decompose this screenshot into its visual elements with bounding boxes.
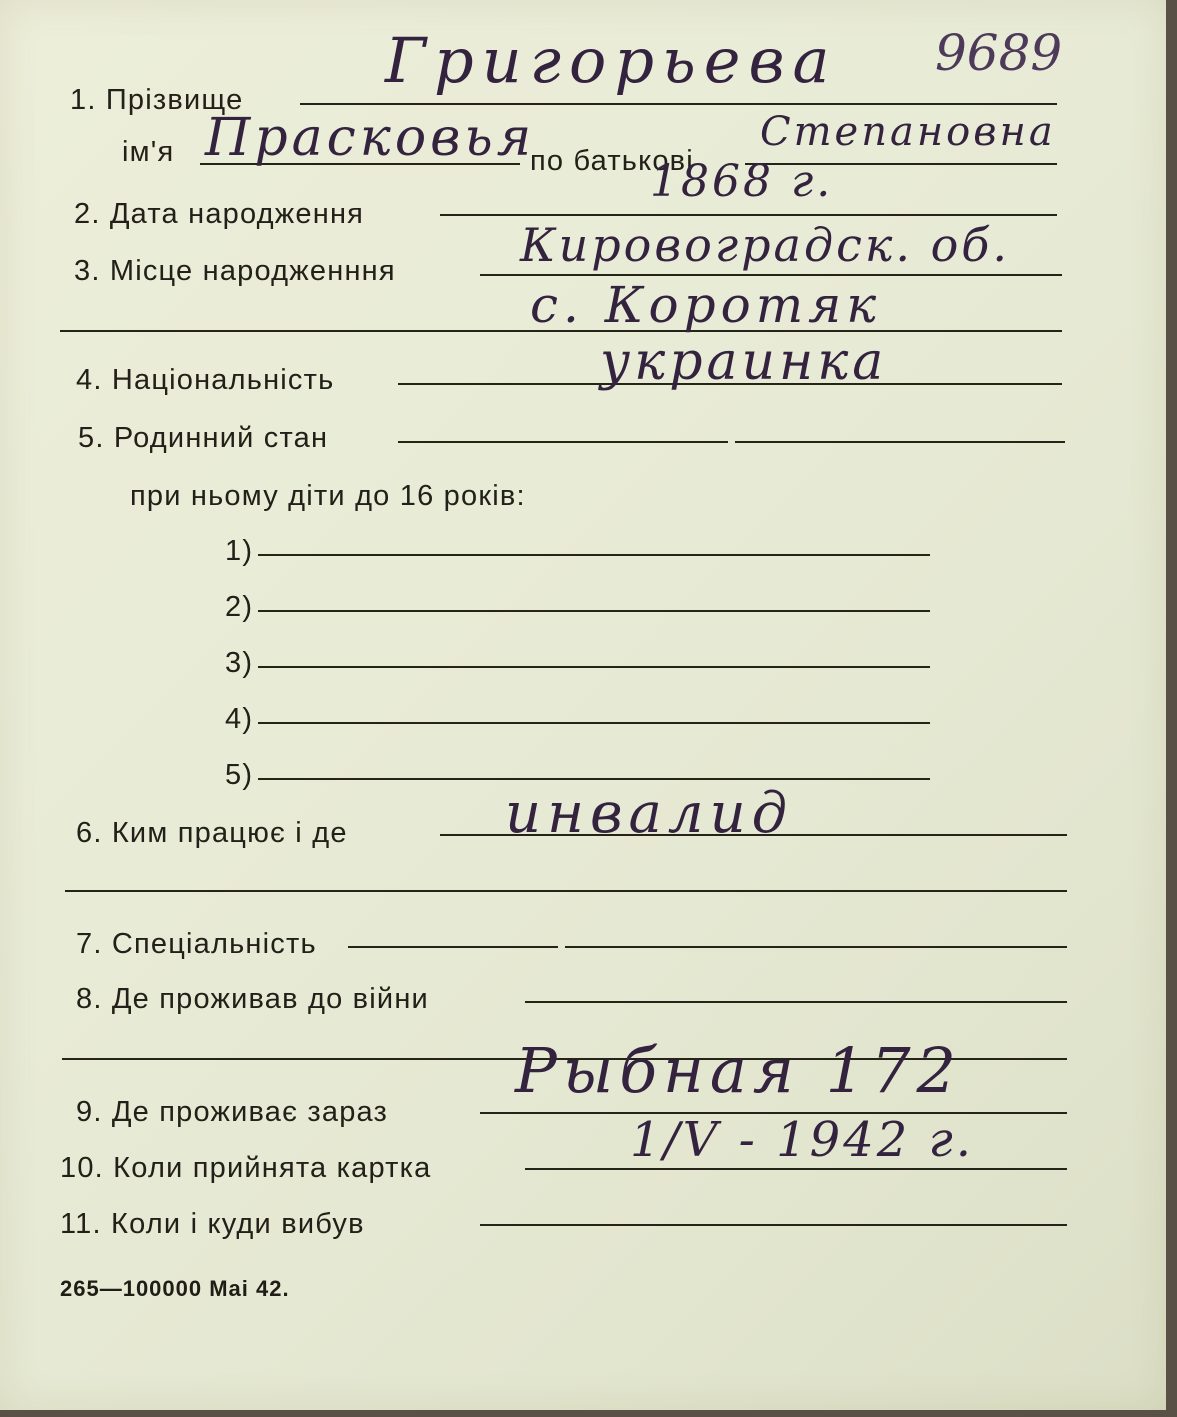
birth-date-value: 1868 г. <box>650 156 834 207</box>
specialty-line-a <box>348 946 558 948</box>
label-specialty: 7. Спеціальність <box>76 928 317 960</box>
child-5-line <box>258 778 930 780</box>
label-child-1: 1) <box>225 535 254 567</box>
label-birthplace: 3. Місце народженння <box>74 255 396 287</box>
label-current-residence: 9. Де проживає зараз <box>76 1096 389 1128</box>
label-nationality: 4. Національність <box>76 364 335 396</box>
card-accepted-line <box>525 1168 1067 1170</box>
birth-date-line <box>440 214 1057 216</box>
occupation-value: инвалид <box>505 781 794 846</box>
child-2-line <box>258 610 930 612</box>
specialty-line-b <box>565 946 1067 948</box>
label-name: ім'я <box>122 136 175 168</box>
label-child-5: 5) <box>225 759 254 791</box>
surname-value: Григорьева <box>385 24 838 97</box>
print-code: 265—100000 Mai 42. <box>60 1276 290 1301</box>
label-child-3: 3) <box>225 647 254 679</box>
label-child-2: 2) <box>225 591 254 623</box>
child-4-line <box>258 722 930 724</box>
label-surname: 1. Прізвище <box>70 84 244 116</box>
card-accepted-value: 1/V - 1942 г. <box>630 1112 975 1168</box>
label-children-header: при ньому діти до 16 років: <box>130 480 526 512</box>
label-occupation: 6. Ким працює і де <box>76 817 348 849</box>
label-prewar-residence: 8. Де проживав до війни <box>76 983 429 1015</box>
child-1-line <box>258 554 930 556</box>
birthplace-village-value: с. Коротяк <box>530 276 882 334</box>
label-departure: 11. Коли і куди вибув <box>60 1208 365 1240</box>
name-value: Прасковья <box>205 108 536 168</box>
patronymic-value: Степановна <box>760 109 1056 155</box>
label-child-4: 4) <box>225 703 254 735</box>
prewar-residence-line-1 <box>525 1001 1067 1003</box>
family-status-line-a <box>398 441 728 443</box>
child-3-line <box>258 666 930 668</box>
label-patronymic: по батькові <box>530 145 694 177</box>
nationality-value: украинка <box>600 332 888 392</box>
occupation-line-2 <box>65 890 1067 892</box>
departure-line <box>480 1224 1067 1226</box>
surname-line <box>300 103 1057 105</box>
family-status-line-b <box>735 441 1065 443</box>
label-card-accepted: 10. Коли прийнята картка <box>60 1152 432 1184</box>
birthplace-region-value: Кировоградск. об. <box>520 218 1010 272</box>
current-residence-value: Рыбная 172 <box>515 1034 962 1107</box>
card-number: 9689 <box>935 24 1063 82</box>
label-family-status: 5. Родинний стан <box>78 422 329 454</box>
label-birth-date: 2. Дата народження <box>74 198 365 230</box>
